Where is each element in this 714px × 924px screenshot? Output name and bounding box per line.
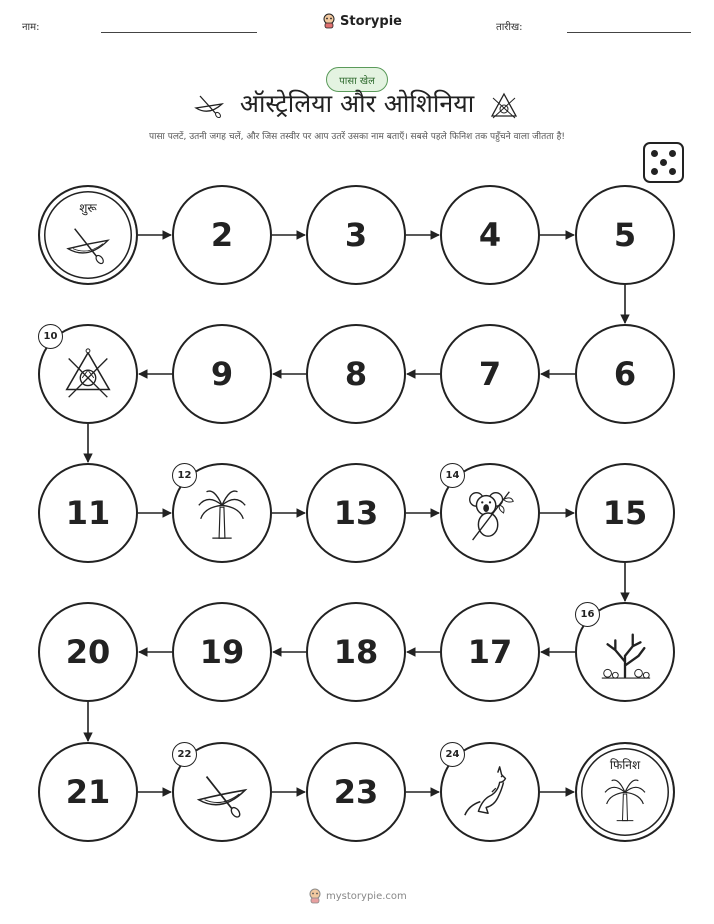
board-space-18[interactable]	[306, 602, 406, 702]
board-space-21[interactable]	[38, 742, 138, 842]
start-label: शुरू	[79, 201, 97, 215]
footer-url: mystorypie.com	[326, 890, 407, 902]
space-number-tag: 10	[38, 324, 63, 349]
koala-icon	[461, 484, 519, 542]
board-space-16[interactable]	[575, 602, 675, 702]
space-number: 13	[333, 494, 379, 532]
space-number: 20	[65, 633, 111, 671]
board-space-20[interactable]	[38, 602, 138, 702]
board-space-6[interactable]	[575, 324, 675, 424]
canoe-icon	[63, 217, 113, 267]
page-title: ऑस्ट्रेलिया और ओशिनिया	[239, 89, 475, 118]
space-number: 19	[199, 633, 245, 671]
space-number: 17	[467, 633, 513, 671]
space-number: 6	[613, 355, 637, 393]
board-space-11[interactable]	[38, 463, 138, 563]
dreamcatcher-icon	[59, 345, 117, 403]
space-number: 7	[478, 355, 502, 393]
board-space-4[interactable]	[440, 185, 540, 285]
board-space-10[interactable]	[38, 324, 138, 424]
date-label: तारीख:	[496, 22, 523, 33]
space-number: 18	[333, 633, 379, 671]
canoe-icon	[193, 763, 251, 821]
space-number-tag: 22	[172, 742, 197, 767]
space-number: 23	[333, 773, 379, 811]
space-number: 2	[210, 216, 234, 254]
board-space-14[interactable]	[440, 463, 540, 563]
space-number: 15	[602, 494, 648, 532]
board-space-9[interactable]	[172, 324, 272, 424]
finish-space[interactable]	[575, 742, 675, 842]
space-number-tag: 16	[575, 602, 600, 627]
space-number: 8	[344, 355, 368, 393]
palm-tree-icon	[600, 774, 650, 824]
board-space-13[interactable]	[306, 463, 406, 563]
footer	[308, 888, 407, 904]
space-number: 21	[65, 773, 111, 811]
board-space-22[interactable]	[172, 742, 272, 842]
palm-tree-icon	[193, 484, 251, 542]
board-space-5[interactable]	[575, 185, 675, 285]
space-number: 5	[613, 216, 637, 254]
space-number-tag: 24	[440, 742, 465, 767]
board-space-15[interactable]	[575, 463, 675, 563]
space-number-tag: 12	[172, 463, 197, 488]
space-number-tag: 14	[440, 463, 465, 488]
board-space-17[interactable]	[440, 602, 540, 702]
space-number: 3	[344, 216, 368, 254]
space-number: 11	[65, 494, 111, 532]
board-space-7[interactable]	[440, 324, 540, 424]
brand-name: Storypie	[340, 13, 402, 29]
coral-icon	[596, 623, 654, 681]
start-space[interactable]	[38, 185, 138, 285]
kangaroo-icon	[461, 763, 519, 821]
board-space-2[interactable]	[172, 185, 272, 285]
finish-label: फिनिश	[609, 758, 641, 772]
instructions: पासा पलटें, उतनी जगह चलें, और जिस तस्वीर पर आप उतरें उसका नाम बताएँ। सबसे पहले फिनिश तक पहुँचने वाला जीतता है!	[149, 132, 565, 142]
board-space-3[interactable]	[306, 185, 406, 285]
board-space-8[interactable]	[306, 324, 406, 424]
name-label: नाम:	[22, 22, 40, 33]
game-type-badge: पासा खेल	[326, 67, 388, 92]
space-number: 4	[478, 216, 502, 254]
mascot-icon	[308, 888, 322, 904]
board-space-24[interactable]	[440, 742, 540, 842]
space-number: 9	[210, 355, 234, 393]
board-space-12[interactable]	[172, 463, 272, 563]
board-space-19[interactable]	[172, 602, 272, 702]
board-space-23[interactable]	[306, 742, 406, 842]
